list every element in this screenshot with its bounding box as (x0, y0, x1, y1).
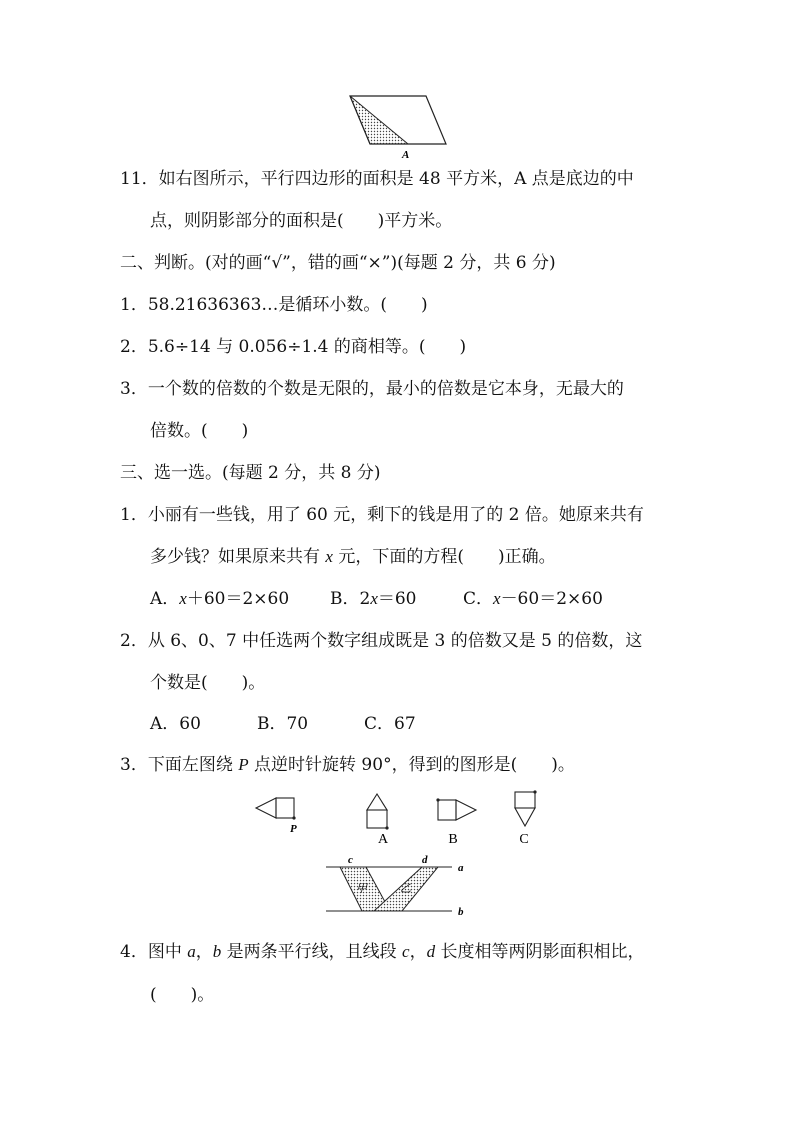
text: 是两条平行线，且线段 (221, 942, 403, 962)
variable-d: d (426, 942, 436, 961)
text: 元，下面的方程( )正确。 (332, 547, 556, 567)
q11-parallelogram-figure (340, 88, 480, 162)
text: 点逆时针旋转 90°，得到的图形是( )。 (248, 755, 575, 775)
variable-x: x (370, 589, 378, 608)
choice-q3-line (120, 753, 575, 777)
variable-b: b (212, 942, 222, 961)
option-a-label: A (377, 832, 389, 847)
variable-c: c (402, 942, 410, 961)
option-label: A． (150, 589, 180, 609)
option-text: ＝60 (377, 589, 417, 609)
text: 多少钱？如果原来共有 (150, 547, 326, 567)
label-b: b (458, 906, 464, 918)
choice-q2-option-b: B．70 (257, 714, 309, 734)
choice-q4-line-1 (120, 940, 645, 964)
option-a-shape (367, 794, 389, 830)
variable-x: x (493, 589, 501, 608)
option-b-shape (436, 798, 476, 820)
choice-q1-line-2 (150, 545, 556, 569)
option-b-label: B (448, 832, 458, 847)
text: 长度相等两阴影面积相比， (435, 942, 645, 962)
label-c: c (348, 854, 353, 866)
judge-q2: 2．5.6÷14 与 0.056÷1.4 的商相等。( ) (120, 337, 467, 357)
choice-q2-option-a: A．60 (150, 714, 201, 734)
original-shape (256, 798, 296, 820)
variable-x: x (325, 547, 333, 566)
choice-q2-line-2: 个数是( )。 (150, 673, 266, 693)
text: ， (409, 942, 427, 962)
label-yi: 乙 (400, 883, 411, 895)
judge-q3-line-2: 倍数。( ) (150, 421, 249, 441)
q11-line-1: 11．如右图所示，平行四边形的面积是 48 平方米，A 点是底边的中 (120, 169, 634, 189)
section-2-heading: 二、判断。(对的画“√”，错的画“×”)(每题 2 分，共 6 分) (120, 253, 556, 273)
point-a-label: A (402, 149, 410, 161)
variable-a: a (187, 942, 196, 961)
option-c-label: C (519, 832, 529, 847)
option-label: B．2 (330, 589, 371, 609)
option-c-shape (515, 790, 537, 826)
choice-q2-option-c: C．67 (364, 714, 416, 734)
option-text: ＋60＝2×60 (186, 589, 290, 609)
shaded-triangle (350, 96, 408, 144)
choice-q1-option-c (463, 587, 603, 611)
choice-q1-option-a (150, 587, 289, 611)
section-3-heading: 三、选一选。(每题 2 分，共 8 分) (120, 463, 381, 483)
choice-q1-line-1: 1．小丽有一些钱，用了 60 元，剩下的钱是用了的 2 倍。她原来共有 (120, 505, 644, 525)
text: 4．图中 (120, 942, 188, 962)
option-label: C． (463, 589, 494, 609)
choice-q1-option-b (330, 587, 417, 611)
label-jia: 甲 (356, 883, 367, 895)
judge-q3-line-1: 3．一个数的倍数的个数是无限的，最小的倍数是它本身，无最大的 (120, 379, 624, 399)
text: 3．下面左图绕 (120, 755, 239, 775)
variable-p: P (238, 755, 249, 774)
text: ， (195, 942, 213, 962)
q11-line-2: 点，则阴影部分的面积是( )平方米。 (150, 211, 453, 231)
parallel-lines-figure (320, 852, 480, 922)
variable-x: x (179, 589, 187, 608)
judge-q1: 1．58.21636363…是循环小数。( ) (120, 295, 428, 315)
rotation-figure (250, 790, 550, 850)
point-p-label: P (290, 823, 297, 835)
label-a: a (458, 862, 464, 874)
choice-q4-line-2: ( )。 (150, 985, 215, 1005)
label-d: d (422, 854, 428, 866)
option-text: －60＝2×60 (500, 589, 603, 609)
choice-q2-line-1: 2．从 6、0、7 中任选两个数字组成既是 3 的倍数又是 5 的倍数，这 (120, 631, 643, 651)
